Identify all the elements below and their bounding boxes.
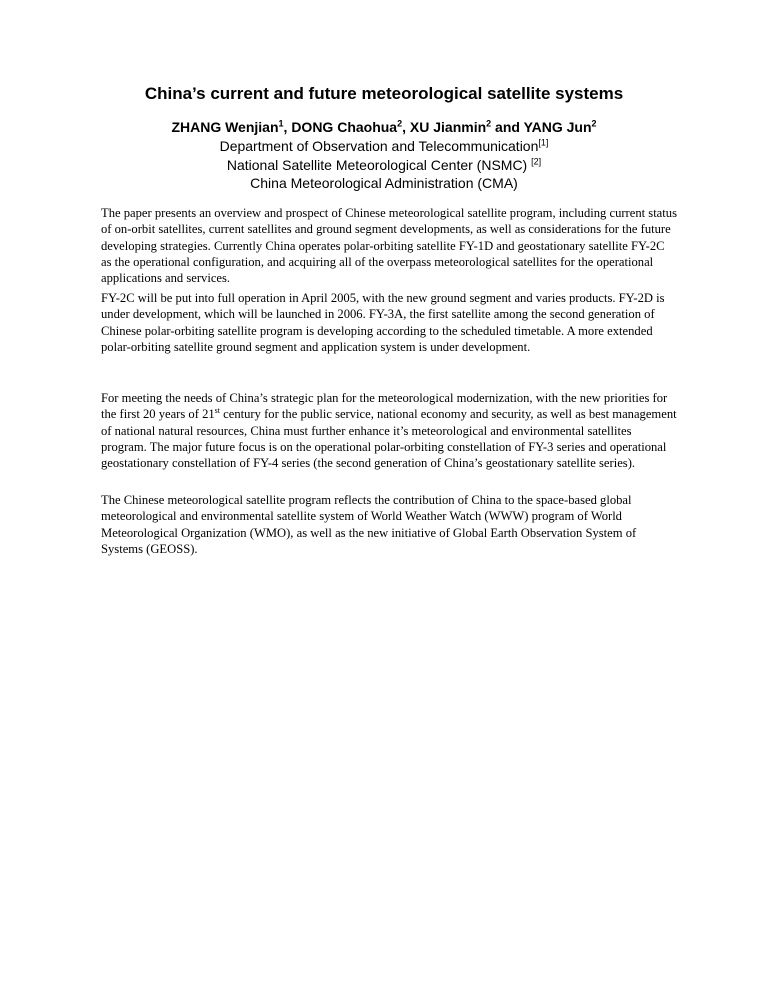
author-name: DONG Chaohua (291, 119, 398, 135)
affiliation-line (0, 137, 768, 155)
paper-title: China’s current and future meteorological satellite systems (144, 84, 624, 103)
abstract-paragraph-1: The paper presents an overview and prospect of Chinese meteorological satellite program, including current status of on-orbit satellites, current satellites and ground segment developments, as well as considerations for the future developing strategies. Currently China operates polar-orbiting satellite FY-1D and geostationary satellite FY-2C as the operational configuration, and acquiring all of the overpass meteorological satellites for the operational applications and services. (101, 206, 677, 286)
author-name: ZHANG Wenjian (171, 119, 279, 135)
author-name: XU Jianmin (409, 119, 487, 135)
affiliation-text: Department of Observation and Telecommunication (219, 138, 539, 154)
abstract-paragraph-2: FY-2C will be put into full operation in April 2005, with the new ground segment and varies products. FY-2D is under development, which will be launched in 2006. FY-3A, the first satellite among the second generation of Chinese polar-orbiting satellite program is developing according to the scheduled timetable. A more extended polar-orbiting satellite ground segment and application system is under development. (101, 291, 665, 354)
affiliation-mark: [1] (538, 137, 549, 148)
paragraph-text: For meeting the needs of China’s strategic plan for the meteorological modernization, with the new priorities for the first 20 years of 21 (101, 391, 668, 422)
author-separator: and (491, 119, 524, 135)
author-list (0, 118, 768, 136)
paragraph-text: century for the public service, national economy and security, as well as best management of national natural resources, China must further enhance it’s meteorological and environmental satellites program. The major future focus is on the operational polar-orbiting constellation of FY-3 series and operational geostationary constellation of FY-4 series (the second generation of China’s geostationary satellite series). (101, 407, 677, 471)
author-separator: , (402, 119, 410, 135)
author-mark: 2 (486, 118, 492, 129)
author-mark: 1 (278, 118, 284, 129)
abstract-paragraph-3 (101, 390, 677, 471)
affiliation-mark: [2] (531, 156, 542, 167)
author-mark: 2 (591, 118, 597, 129)
author-separator: , (283, 119, 292, 135)
ordinal-suffix: st (214, 406, 221, 416)
affiliation-text: National Satellite Meteorological Center (NSMC) (226, 157, 532, 173)
author-name: YANG Jun (523, 119, 592, 135)
abstract-paragraph-4: The Chinese meteorological satellite program reflects the contribution of China to the space-based global meteorological and environmental satellite system of World Weather Watch (WWW) program of World Meteorological Organization (WMO), as well as the new initiative of Global Earth Observation System of Systems (GEOSS). (101, 493, 637, 556)
affiliation-line (0, 156, 768, 174)
affiliation-text: China Meteorological Administration (CMA) (250, 175, 518, 191)
affiliation-line (0, 174, 768, 192)
author-mark: 2 (397, 118, 403, 129)
